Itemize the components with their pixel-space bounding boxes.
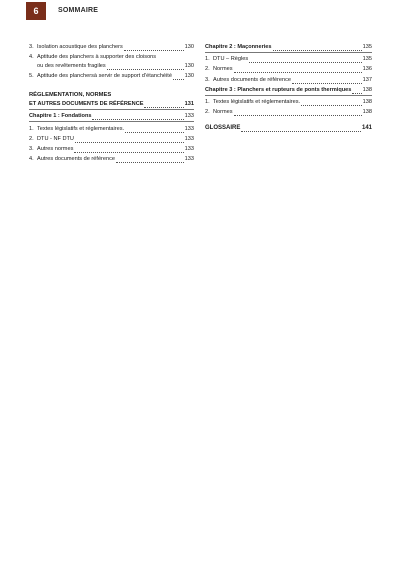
toc-item-title: Aptitude des planchersà servir de support d’étanchéité	[37, 73, 172, 80]
toc-item-page: 133	[184, 156, 194, 163]
chapter-heading[interactable]	[205, 44, 372, 53]
toc-item[interactable]	[29, 73, 194, 80]
dot-leader	[173, 74, 184, 80]
toc-item-title: Isolation acoustique des planchers	[37, 44, 123, 50]
toc-item-title: DTU – Règles	[213, 56, 249, 63]
toc-item[interactable]	[205, 77, 372, 84]
chapter-page: 138	[362, 86, 372, 93]
dot-leader	[92, 114, 183, 120]
dot-leader	[124, 45, 184, 51]
dot-leader	[125, 127, 184, 133]
glossary-page: 141	[361, 125, 372, 132]
toc-left-column	[29, 44, 194, 166]
toc-item-number: 3.	[29, 145, 34, 152]
toc-item-title: Textes législatifs et réglementaires.	[37, 125, 125, 132]
toc-item-title: Autres documents de référence	[213, 76, 292, 83]
section-title-line1: RÉGLEMENTATION, NORMES	[29, 92, 112, 99]
toc-item-number: 2.	[205, 109, 210, 116]
toc-item[interactable]	[205, 99, 372, 106]
dot-leader	[116, 157, 184, 163]
toc-item-title: Normes	[213, 66, 233, 73]
toc-item-title: DTU - NF DTU	[37, 135, 74, 142]
toc-item-number: 4.	[29, 54, 34, 61]
header-title: SOMMAIRE	[58, 7, 99, 14]
toc-item[interactable]	[205, 56, 372, 63]
toc-item-page: 130	[184, 44, 194, 50]
toc-item-title: Normes	[213, 109, 233, 116]
dot-leader	[292, 78, 362, 84]
glossary-entry[interactable]	[205, 124, 372, 132]
toc-item-number: 2.	[205, 66, 210, 73]
toc-item[interactable]	[205, 109, 372, 116]
dot-leader	[249, 57, 362, 63]
chapter-title: Chapitre 1 : Fondations	[29, 113, 92, 120]
dot-leader	[352, 88, 361, 94]
dot-leader	[273, 45, 362, 51]
toc-item-page: 135	[362, 56, 372, 63]
toc-item[interactable]	[29, 54, 194, 70]
chapter-heading[interactable]	[205, 87, 372, 96]
toc-right-column	[205, 44, 372, 135]
toc-item[interactable]	[29, 136, 194, 143]
dot-leader	[75, 137, 184, 143]
toc-item-page: 137	[362, 76, 372, 83]
chapter-title: Chapitre 2 : Maçonneries	[205, 44, 272, 50]
toc-item-page: 138	[362, 98, 372, 105]
toc-item[interactable]	[29, 156, 194, 163]
toc-item-page: 138	[362, 109, 372, 116]
toc-item-title: Textes législatifs et réglementaires.	[213, 98, 301, 105]
toc-item-page: 133	[184, 125, 194, 132]
toc-item-title: Aptitude des planchers à supporter des cloisons	[37, 54, 157, 61]
section-page: 131	[184, 101, 194, 108]
toc-item-number: 3.	[205, 76, 210, 83]
dot-leader	[234, 67, 362, 73]
section-heading[interactable]	[29, 92, 194, 110]
dot-leader	[144, 102, 183, 108]
toc-item-number: 1.	[205, 56, 210, 63]
dot-leader	[241, 126, 361, 132]
toc-item[interactable]	[29, 44, 194, 51]
toc-item-number: 1.	[205, 98, 210, 105]
toc-item-number: 4.	[29, 156, 34, 163]
toc-item-title: Autres documents de référence	[37, 156, 116, 163]
toc-item[interactable]	[205, 66, 372, 73]
toc-item-number: 3.	[29, 44, 34, 50]
dot-leader	[234, 110, 362, 116]
toc-item-page: 130	[184, 73, 194, 80]
toc-item-page: 133	[184, 145, 194, 152]
dot-leader	[74, 147, 183, 153]
chapter-title: Chapitre 3 : Planchers et rupteurs de ponts thermiques	[205, 86, 352, 93]
page-header	[0, 0, 400, 22]
toc-item-page: 130	[184, 63, 194, 70]
toc-item[interactable]	[29, 146, 194, 153]
toc-item-page: 136	[362, 66, 372, 73]
dot-leader	[301, 100, 362, 106]
toc-item-number: 5.	[29, 73, 34, 80]
glossary-title: GLOSSAIRE	[205, 125, 241, 132]
page-number: 6	[26, 2, 46, 20]
toc-item-title: Autres normes	[37, 145, 74, 152]
chapter-page: 133	[184, 113, 194, 120]
toc-item-page: 133	[184, 135, 194, 142]
toc-item-number: 2.	[29, 135, 34, 142]
toc-item-number: 1.	[29, 125, 34, 132]
section-title-line2: ET AUTRES DOCUMENTS DE RÉFÉRENCE	[29, 101, 144, 108]
chapter-heading[interactable]	[29, 113, 194, 122]
toc-item-title-continued: ou des revêtements fragiles	[37, 63, 106, 70]
chapter-page: 135	[362, 44, 372, 50]
dot-leader	[107, 64, 184, 70]
toc-item[interactable]	[29, 126, 194, 133]
